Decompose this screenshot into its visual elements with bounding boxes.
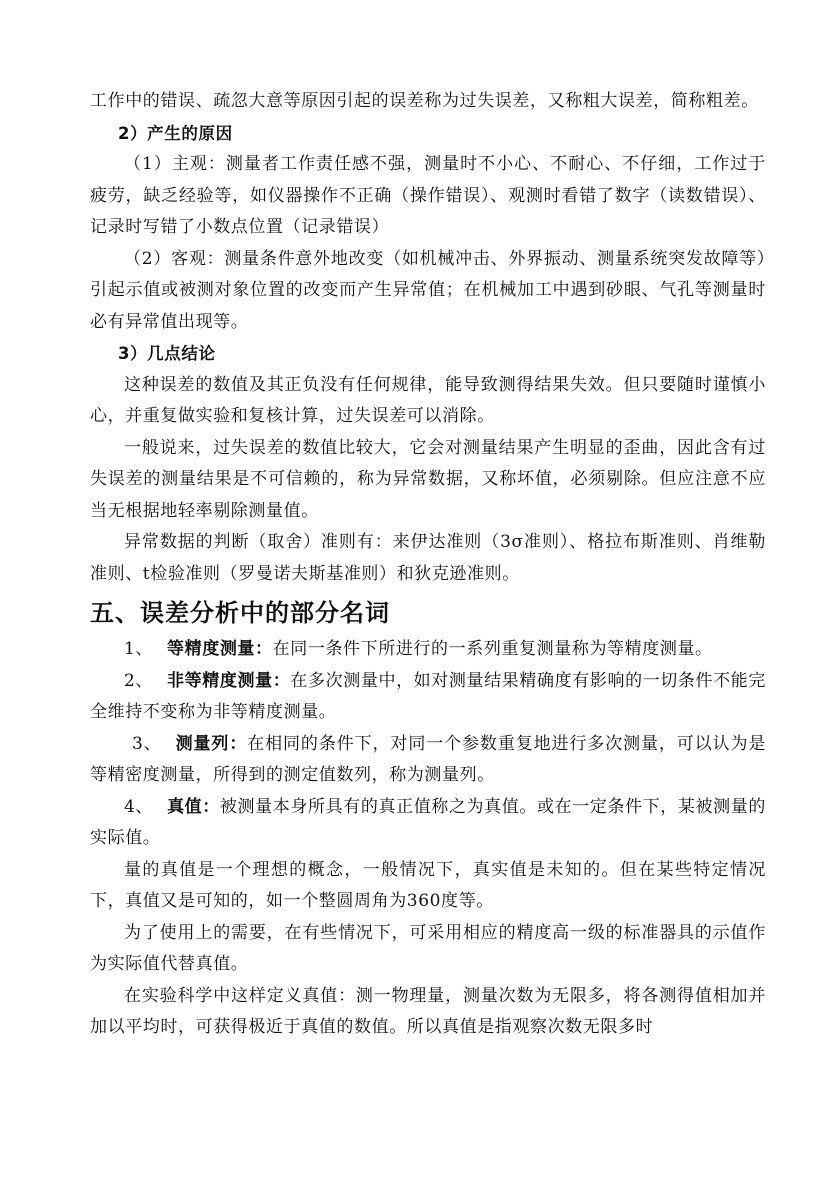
term-number: 2、 [124, 670, 154, 691]
term-number: 3、 [132, 733, 162, 754]
term-number: 1、 [124, 639, 154, 659]
term-name: 真值： [167, 796, 220, 817]
document-page [90, 86, 766, 1044]
term-item [90, 792, 766, 855]
term-definition: 在多次测量中，如对测量结果精确度有影响的一切条件不能完全维持不变称为非等精度测量。 [90, 670, 766, 722]
paragraph-gross-error-definition: 工作中的错误、疏忽大意等原因引起的误差称为过失误差，又称粗大误差，简称粗差。 [90, 91, 759, 111]
term-definition: 被测量本身所具有的真正值称之为真值。或在一定条件下，某被测量的实际值。 [90, 796, 766, 848]
paragraph-criteria: 异常数据的判断（取舍）准则有：来伊达准则（3σ准则）、格拉布斯准则、肖维勒准则、t检验准则（罗曼诺夫斯基准则）和狄克逊准则。 [90, 532, 766, 584]
term-item [90, 634, 766, 666]
term-item [90, 729, 766, 792]
term-name: 非等精度测量： [167, 670, 291, 691]
paragraph-true-value-experimental: 在实验科学中这样定义真值：测一物理量，测量次数为无限多，将各测得值相加并加以平均时，可获得极近于真值的数值。所以真值是指观察次数无限多时 [90, 985, 766, 1037]
paragraph-objective-cause: （2）客观：测量条件意外地改变（如机械冲击、外界振动、测量系统突发故障等）引起示值或被测对象位置的改变而产生异常值；在机械加工中遇到砂眼、气孔等测量时必有异常值出现等。 [90, 248, 766, 332]
paragraph-true-value-ideal: 量的真值是一个理想的概念，一般情况下，真实值是未知的。但在某些特定情况下，真值又是可知的，如一个整圆周角为360度等。 [90, 859, 766, 911]
term-definition: 在相同的条件下，对同一个参数重复地进行多次测量，可以认为是等精密度测量，所得到的测定值数列，称为测量列。 [90, 733, 766, 785]
term-definition: 在同一条件下所进行的一系列重复测量称为等精度测量。 [272, 639, 713, 659]
term-number: 4、 [124, 796, 154, 817]
heading-causes: 2）产生的原因 [118, 123, 233, 143]
paragraph-subjective-cause: （1）主观：测量者工作责任感不强，测量时不小心、不耐心、不仔细，工作过于疲劳，缺乏经验等，如仪器操作不正确（操作错误）、观测时看错了数字（读数错误）、记录时写错了小数点位置（记录错误） [90, 154, 766, 237]
paragraph-true-value-substitute: 为了使用上的需要，在有些情况下，可采用相应的精度高一级的标准器具的示值作为实际值代替真值。 [90, 922, 766, 974]
paragraph-conclusion-2: 一般说来，过失误差的数值比较大，它会对测量结果产生明显的歪曲，因此含有过失误差的测量结果是不可信赖的，称为异常数据，又称坏值，必须剔除。但应注意不应当无根据地轻率剔除测量值。 [90, 437, 766, 521]
term-item [90, 666, 766, 729]
term-name: 等精度测量： [167, 639, 273, 659]
term-name: 测量列： [175, 733, 248, 754]
heading-conclusions: 3）几点结论 [118, 344, 216, 363]
paragraph-conclusion-1: 这种误差的数值及其正负没有任何规律，能导致测得结果失效。但只要随时谨慎小心，并重复做实验和复核计算，过失误差可以消除。 [90, 374, 766, 426]
section-title: 五、误差分析中的部分名词 [90, 599, 390, 627]
